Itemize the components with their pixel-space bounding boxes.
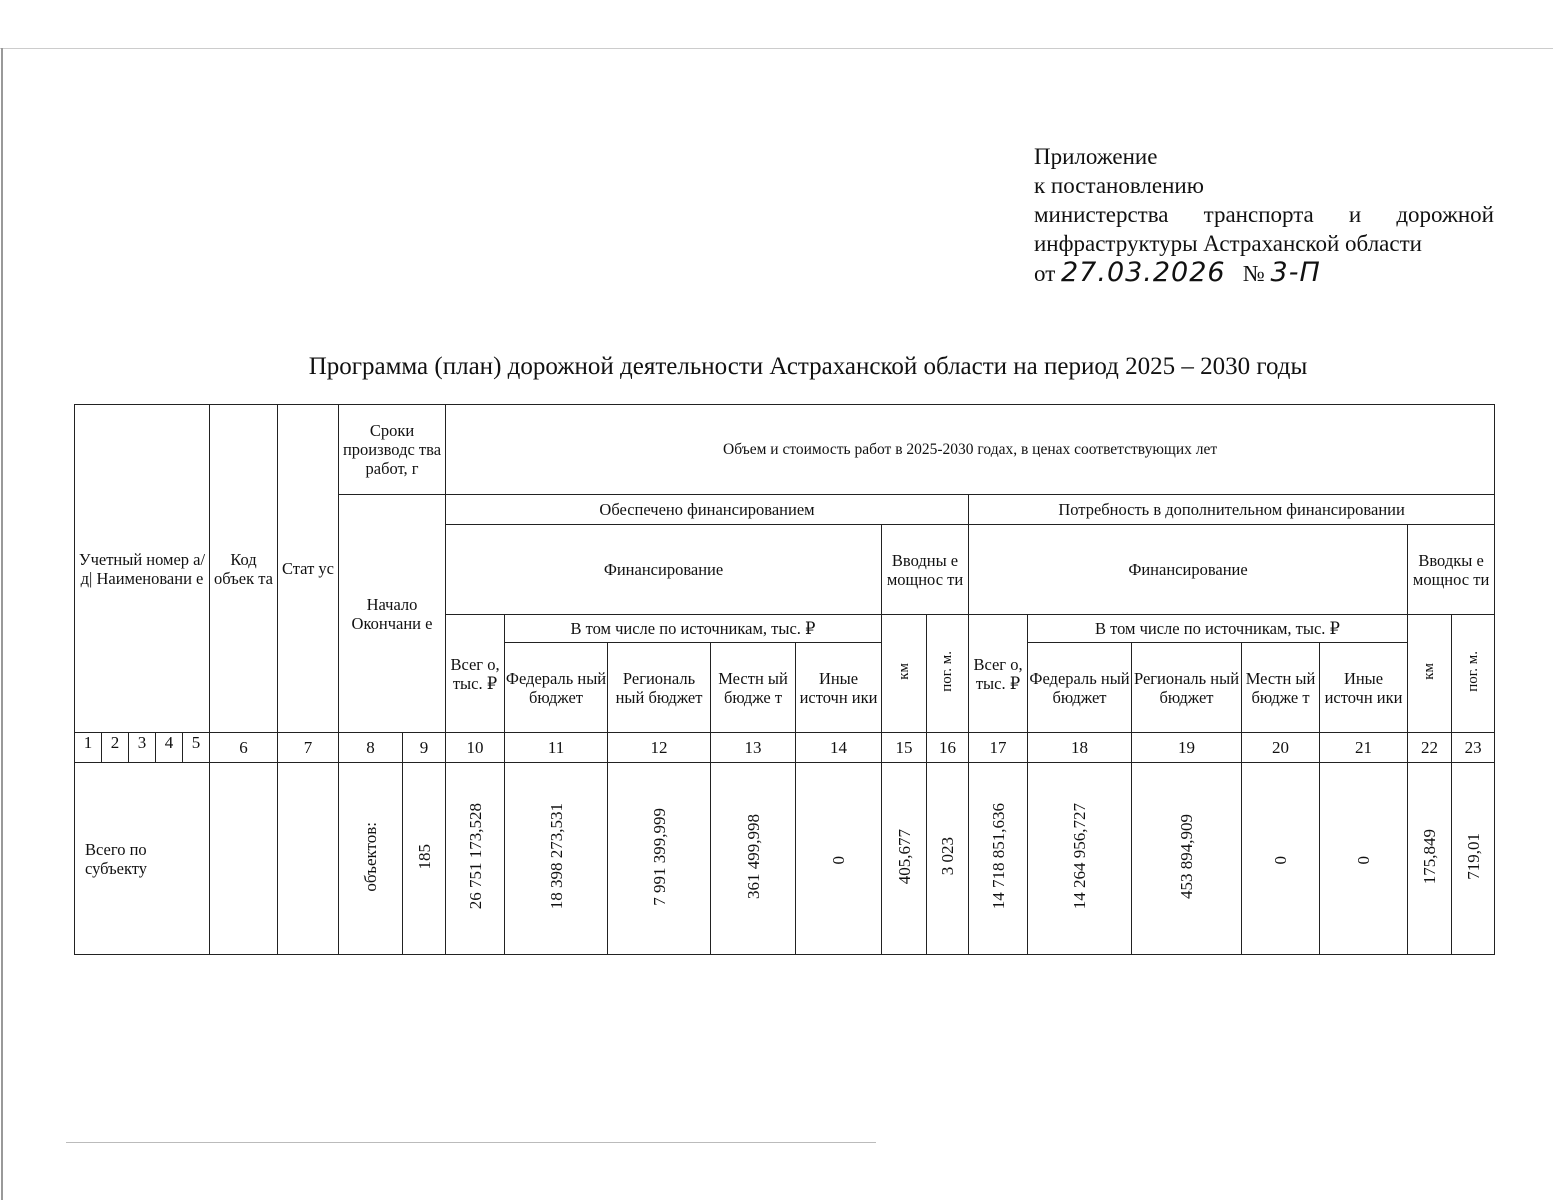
summary-km-need: 175,849 bbox=[1408, 763, 1452, 955]
number-label: № bbox=[1242, 261, 1265, 286]
scan-line-top bbox=[0, 48, 1553, 49]
table-row-summary bbox=[75, 763, 1495, 955]
header-total-secured: Всег о, тыс. ₽ bbox=[446, 615, 505, 733]
summary-other-secured: 0 bbox=[796, 763, 882, 955]
summary-federal-need: 14 264 956,727 bbox=[1028, 763, 1132, 955]
col-number: 5 bbox=[191, 733, 201, 752]
col-number: 11 bbox=[505, 733, 608, 763]
scan-line-bottom bbox=[66, 1142, 876, 1143]
summary-code bbox=[210, 763, 278, 955]
document-title: Программа (план) дорожной деятельности Астраханской области на период 2025 – 2030 годы bbox=[308, 353, 1308, 380]
col-number: 9 bbox=[403, 733, 446, 763]
header-federal-need: Федераль ный бюджет bbox=[1028, 643, 1132, 733]
col-number: 3 bbox=[129, 733, 156, 762]
appendix-block bbox=[1034, 142, 1494, 288]
summary-total-need: 14 718 851,636 bbox=[969, 763, 1028, 955]
from-label: от bbox=[1034, 261, 1056, 286]
summary-m-secured: 3 023 bbox=[927, 763, 969, 955]
col-number: 8 bbox=[339, 733, 403, 763]
appendix-line-2: к постановлению bbox=[1034, 173, 1204, 198]
col-number: 23 bbox=[1452, 733, 1495, 763]
summary-status bbox=[278, 763, 339, 955]
header-account: Учетный номер а/д| Наименовани е bbox=[75, 405, 210, 733]
summary-regional-need: 453 894,909 bbox=[1132, 763, 1242, 955]
header-capacity-need: Вводкы е мощнос ти bbox=[1408, 525, 1495, 615]
col-number: 21 bbox=[1320, 733, 1408, 763]
header-local-need: Местн ый бюдже т bbox=[1242, 643, 1320, 733]
appendix-date-line bbox=[1034, 258, 1494, 288]
col-number: 22 bbox=[1408, 733, 1452, 763]
summary-m-need: 719,01 bbox=[1452, 763, 1495, 955]
col-number: 15 bbox=[882, 733, 927, 763]
header-km-secured: км bbox=[882, 615, 927, 733]
scan-line-left bbox=[1, 48, 3, 1200]
handwritten-date: 27.03.2026 bbox=[1061, 257, 1226, 288]
col-number: 13 bbox=[711, 733, 796, 763]
col-number: 4 bbox=[156, 733, 183, 762]
col-numbers-1-5 bbox=[75, 733, 210, 763]
header-need: Потребность в дополнительном финансировании bbox=[969, 495, 1495, 525]
summary-total-secured: 26 751 173,528 bbox=[446, 763, 505, 955]
header-federal-secured: Федераль ный бюджет bbox=[505, 643, 608, 733]
summary-federal-secured: 18 398 273,531 bbox=[505, 763, 608, 955]
summary-name: Всего по субъекту bbox=[75, 763, 210, 955]
header-financing-secured: Финансирование bbox=[446, 525, 882, 615]
col-number: 18 bbox=[1028, 733, 1132, 763]
appendix-line-1: Приложение bbox=[1034, 144, 1158, 169]
header-local-secured: Местн ый бюдже т bbox=[711, 643, 796, 733]
col-number: 17 bbox=[969, 733, 1028, 763]
header-sources-secured: В том числе по источникам, тыс. ₽ bbox=[505, 615, 882, 643]
handwritten-number: 3-П bbox=[1270, 257, 1321, 288]
summary-regional-secured: 7 991 399,999 bbox=[608, 763, 711, 955]
header-secured: Обеспечено финансированием bbox=[446, 495, 969, 525]
col-number: 20 bbox=[1242, 733, 1320, 763]
header-km-need: км bbox=[1408, 615, 1452, 733]
header-financing-need: Финансирование bbox=[969, 525, 1408, 615]
summary-other-need: 0 bbox=[1320, 763, 1408, 955]
summary-km-secured: 405,677 bbox=[882, 763, 927, 955]
col-number: 1 bbox=[75, 733, 102, 762]
appendix-line-3: министерства транспорта и дорожной bbox=[1034, 202, 1494, 227]
header-m-secured: пог. м. bbox=[927, 615, 969, 733]
header-status: Стат ус bbox=[278, 405, 339, 733]
col-number: 16 bbox=[927, 733, 969, 763]
col-number: 6 bbox=[210, 733, 278, 763]
appendix-line-4: инфраструктуры Астраханской области bbox=[1034, 231, 1422, 256]
col-number: 19 bbox=[1132, 733, 1242, 763]
col-number: 2 bbox=[102, 733, 129, 762]
col-number: 7 bbox=[278, 733, 339, 763]
summary-objects-count: 185 bbox=[403, 763, 446, 955]
summary-local-need: 0 bbox=[1242, 763, 1320, 955]
header-other-need: Иные источн ики bbox=[1320, 643, 1408, 733]
header-m-need: пог. м. bbox=[1452, 615, 1495, 733]
header-terms: Сроки производс тва работ, г bbox=[339, 405, 446, 495]
header-regional-need: Региональ ный бюджет bbox=[1132, 643, 1242, 733]
col-number: 12 bbox=[608, 733, 711, 763]
summary-objects-label: объектов: bbox=[339, 763, 403, 955]
header-start-end: Начало Окончани е bbox=[339, 495, 446, 733]
header-other-secured: Иные источн ики bbox=[796, 643, 882, 733]
header-total-need: Всег о, тыс. ₽ bbox=[969, 615, 1028, 733]
header-sources-need: В том числе по источникам, тыс. ₽ bbox=[1028, 615, 1408, 643]
header-regional-secured: Региональ ный бюджет bbox=[608, 643, 711, 733]
summary-local-secured: 361 499,998 bbox=[711, 763, 796, 955]
header-capacity-secured: Вводны е мощнос ти bbox=[882, 525, 969, 615]
road-program-table bbox=[74, 404, 1495, 955]
col-number: 14 bbox=[796, 733, 882, 763]
header-volume-cost: Объем и стоимость работ в 2025-2030 годах, в ценах соответствующих лет bbox=[446, 405, 1495, 495]
header-code: Код объек та bbox=[210, 405, 278, 733]
col-number: 10 bbox=[446, 733, 505, 763]
